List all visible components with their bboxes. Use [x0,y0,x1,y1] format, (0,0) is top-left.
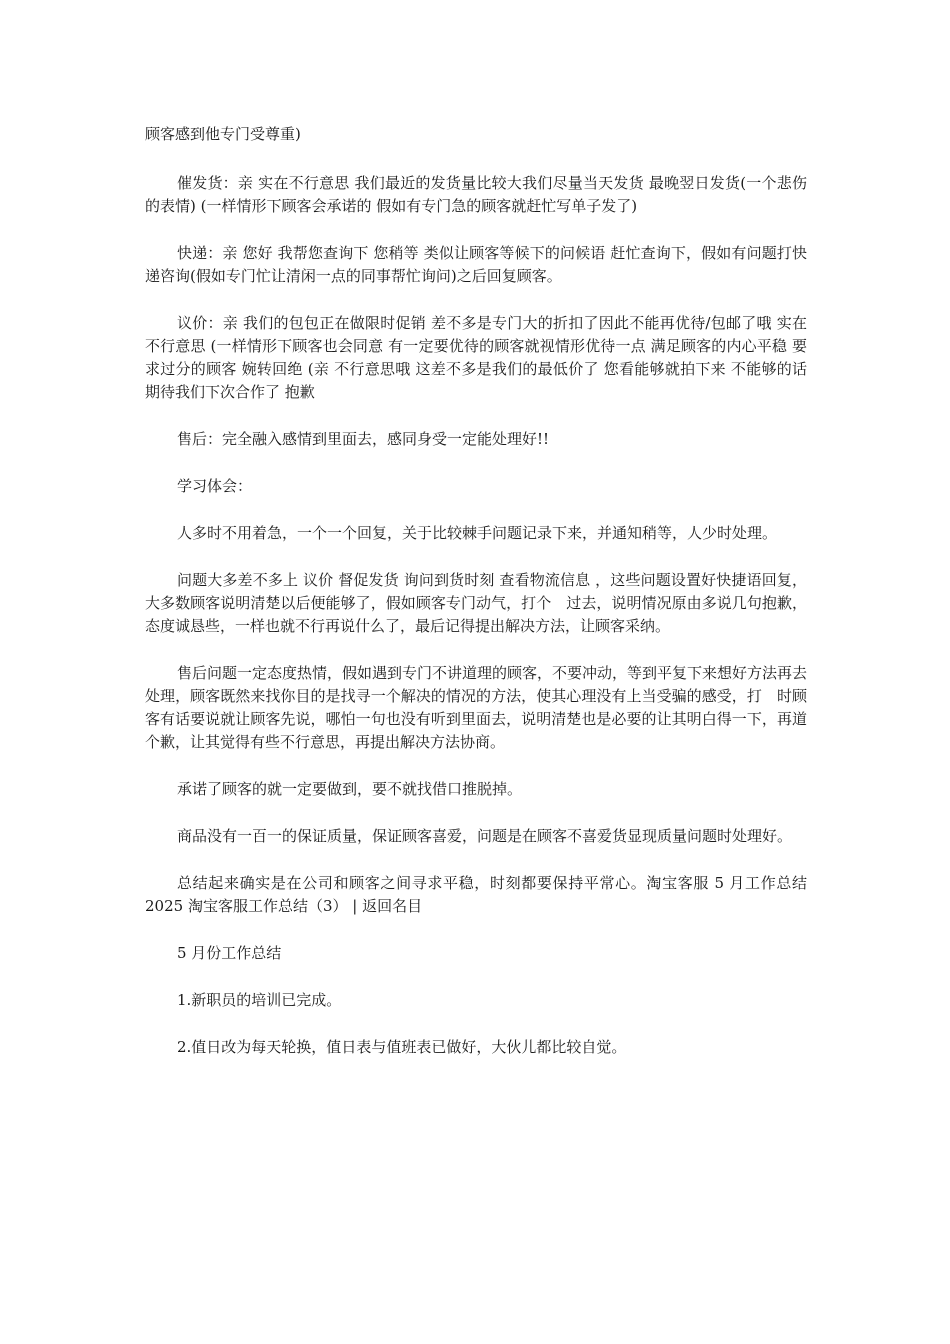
paragraph: 5 月份工作总结 [177,944,282,962]
paragraph: 售后：完全融入感情到里面去，感同身受一定能处理好!! [177,430,550,448]
paragraph: 商品没有一百一的保证质量，保证顾客喜爱，问题是在顾客不喜爱货显现质量问题时处理好。 [177,827,793,845]
paragraph: 快递：亲 您好 我帮您查询下 您稍等 类似让顾客等候下的问候语 赶忙查询下，假如有问题打快递咨询(假如专门忙让清闲一点的同事帮忙询问)之后回复顾客。 [145,244,807,285]
paragraph: 议价：亲 我们的包包正在做限时促销 差不多是专门大的折扣了因此不能再优待/包邮了哦 实在不行意思 (一样情形下顾客也会同意 有一定要优待的顾客就视情形优待一点 满足顾客的内心平稳 要求过分的顾客 婉转回绝 (亲 不行意思哦 这差不多是我们的最低价了 您看能够就拍下来 不能够的话 期待我们下次合作了 抱歉 [145,314,807,401]
paragraph: 2.值日改为每天轮换，值日表与值班表已做好，大伙儿都比较自觉。 [177,1038,627,1056]
paragraph: 学习体会： [177,477,253,495]
paragraph: 承诺了顾客的就一定要做到，要不就找借口推脱掉。 [177,780,523,798]
paragraph: 顾客感到他专门受尊重) [145,125,301,143]
paragraph: 问题大多差不多上 议价 督促发货 询问到货时刻 查看物流信息 ，这些问题设置好快捷语回复，大多数顾客说明清楚以后便能够了，假如顾客专门动气，打个 过去，说明情况原由多说几句抱歉，态度诚恳些，一样也就不行再说什么了，最后记得提出解决方法，让顾客采纳。 [145,571,807,635]
paragraph: 1.新职员的培训已完成。 [177,991,342,1009]
paragraph: 总结起来确实是在公司和顾客之间寻求平稳，时刻都要保持平常心。淘宝客服 5 月工作总结 2025 淘宝客服工作总结（3） | 返回名目 [145,874,807,915]
paragraph: 催发货：亲 实在不行意思 我们最近的发货量比较大我们尽量当天发货 最晚翌日发货(一个悲伤的表情) (一样情形下顾客会承诺的 假如有专门急的顾客就赶忙写单子发了) [145,174,807,215]
document-page [145,123,807,1083]
paragraph: 人多时不用着急，一个一个回复，关于比较棘手问题记录下来，并通知稍等，人少时处理。 [177,524,778,542]
paragraph: 售后问题一定态度热情，假如遇到专门不讲道理的顾客，不要冲动，等到平复下来想好方法再去处理，顾客既然来找你目的是找寻一个解决的情况的方法，使其心理没有上当受骗的感受，打 时顾客有话要说就让顾客先说，哪怕一句也没有听到里面去，说明清楚也是必要的让其明白得一下，再道个歉，让其觉得有些不行意思，再提出解决方法协商。 [145,664,808,751]
